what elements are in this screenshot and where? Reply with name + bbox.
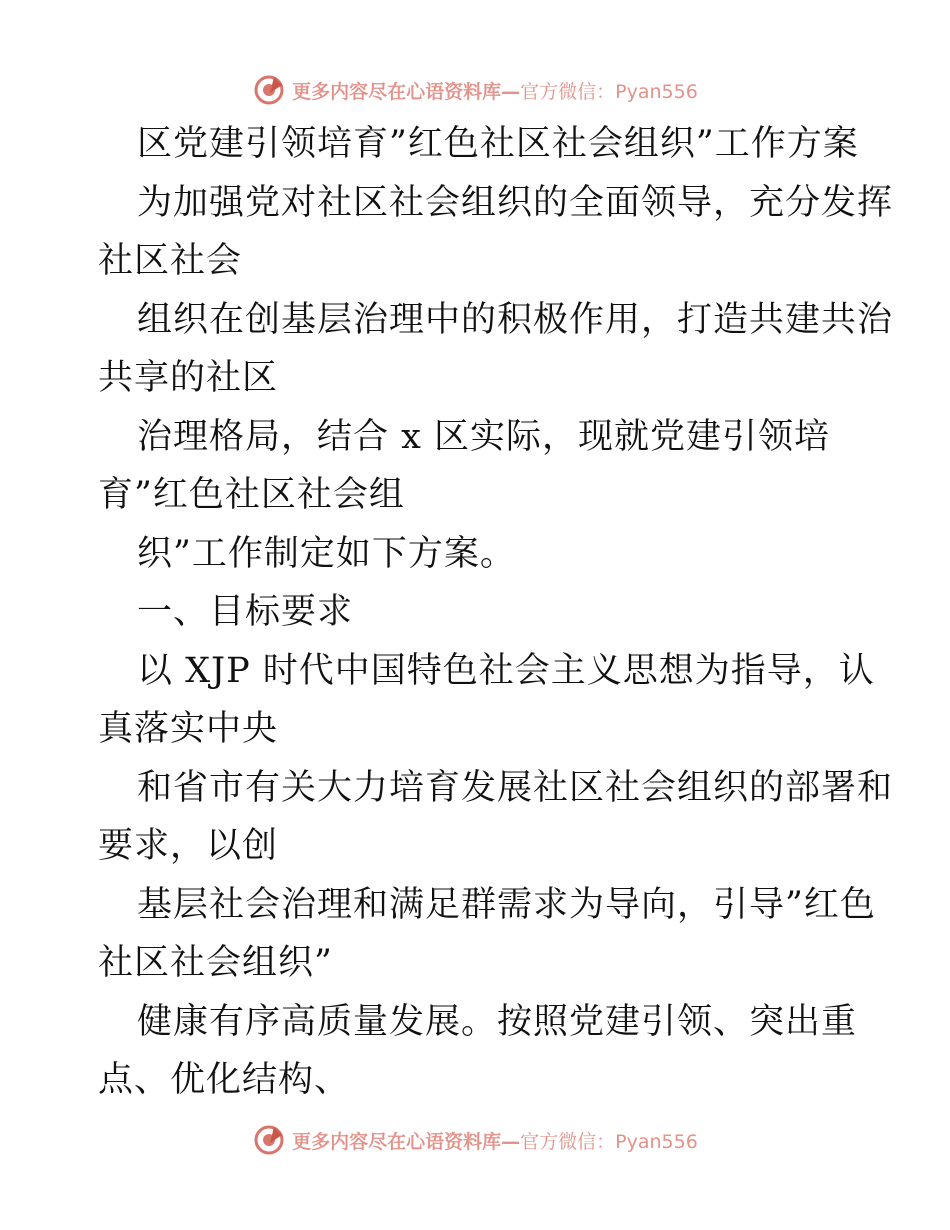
text-line: 组织在创基层治理中的积极作用，打造共建共治 — [137, 299, 894, 340]
watermark-footer — [0, 1120, 950, 1160]
text-line: 社区社会 — [98, 241, 243, 281]
watermark-text: 更多内容尽在心语资料库— — [292, 1130, 521, 1153]
text-line: 和省市有关大力培育发展社区社会组织的部署和 — [137, 767, 894, 808]
text-line: 基层社会治理和满足群需求为导向，引导”红色 — [137, 884, 876, 925]
text-line: 点、优化结构、 — [98, 1060, 351, 1100]
text-line: 一、目标要求 — [137, 592, 354, 632]
text-line: 共享的社区 — [98, 358, 279, 398]
text-line: 健康有序高质量发展。按照党建引领、突出重 — [137, 1001, 858, 1042]
watermark-sub: 官方微信：Pyan556 — [520, 80, 698, 103]
text-line: 要求，以创 — [98, 826, 279, 866]
text-line: 以 XJP 时代中国特色社会主义思想为指导，认 — [137, 650, 875, 691]
text-line: 为加强党对社区社会组织的全面领导，充分发挥 — [137, 182, 894, 223]
watermark-text: 更多内容尽在心语资料库— — [292, 80, 521, 103]
logo-icon — [252, 73, 286, 107]
text-line: 织”工作制定如下方案。 — [137, 533, 516, 574]
logo-icon — [252, 1123, 286, 1157]
document-body — [98, 115, 894, 1110]
text-line: 社区社会组织” — [98, 943, 333, 983]
text-line: 真落实中央 — [98, 709, 279, 749]
watermark-header — [0, 70, 950, 110]
text-line: 育”红色社区社会组 — [98, 475, 405, 515]
text-line: 区党建引领培育”红色社区社会组织”工作方案 — [137, 124, 859, 164]
text-line: 治理格局，结合 x 区实际，现就党建引领培 — [137, 416, 830, 457]
watermark-sub: 官方微信：Pyan556 — [520, 1130, 698, 1153]
